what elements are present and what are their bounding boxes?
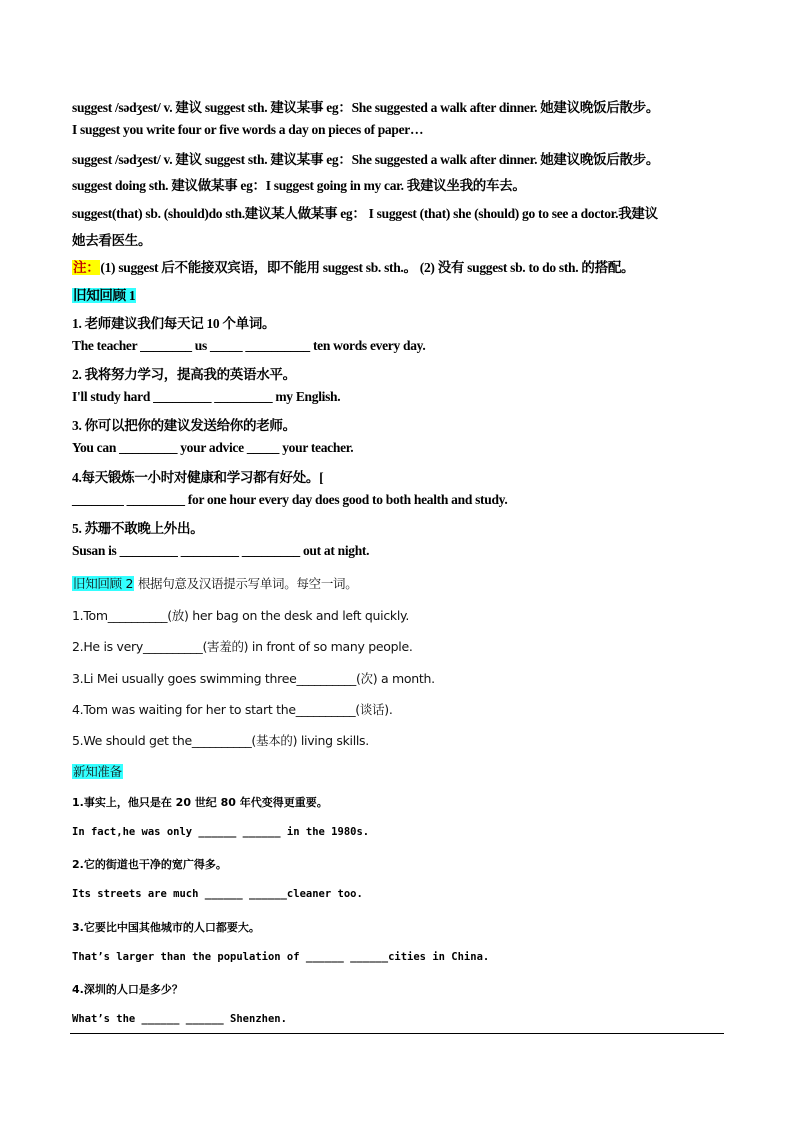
preview-english: In fact,he was only ______ ______ in the 1980s. — [72, 826, 370, 838]
review1-line: I'll study hard _________ _________ my English. — [72, 389, 341, 404]
review1-title: 旧知回顾 1 — [73, 288, 136, 303]
review1-line: 1. 老师建议我们每天记 10 个单词。 — [72, 316, 276, 331]
review1-title-row — [72, 284, 136, 304]
preview-title-row — [72, 762, 123, 780]
review2-item: 3.Li Mei usually goes swimming three__________(次) a month. — [72, 671, 435, 686]
preview-chinese: 4.深圳的人口是多少？ — [72, 983, 183, 996]
review1-line: ________ _________ for one hour every day does good to both health and study. — [72, 492, 508, 507]
review2-item: 2.He is very__________(害羞的) in front of so many people. — [72, 639, 413, 654]
review1-line: 5. 苏珊不敢晚上外出。 — [72, 521, 204, 536]
suggest-note-line-5: suggest(that) sb. (should)do sth.建议某人做某事 eg： I suggest (that) she (should) go to see a doctor.我建议 — [72, 206, 658, 221]
suggest-note-line-4: suggest doing sth. 建议做某事 eg：I suggest going in my car. 我建议坐我的车去。 — [72, 178, 526, 193]
review1-line: You can _________ your advice _____ your teacher. — [72, 440, 354, 455]
preview-chinese: 1.事实上，他只是在 20 世纪 80 年代变得更重要。 — [72, 796, 328, 809]
review1-line: 4.每天锻炼一小时对健康和学习都有好处。[ — [72, 470, 324, 485]
review2-instruction: 根据句意及汉语提示写单词。每空一词。 — [134, 576, 358, 591]
usage-note — [72, 256, 634, 276]
preview-title: 新知准备 — [73, 764, 122, 779]
preview-english: What’s the ______ ______ Shenzhen. — [72, 1013, 287, 1025]
review2-title: 旧知回顾 2 — [73, 576, 134, 591]
note-text: (1) suggest 后不能接双宾语，即不能用 suggest sb. sth.。 (2) 没有 suggest sb. to do sth. 的搭配。 — [100, 260, 635, 275]
review1-line: 3. 你可以把你的建议发送给你的老师。 — [72, 418, 296, 433]
preview-english: Its streets are much ______ ______cleaner too. — [72, 888, 363, 900]
review1-line: The teacher ________ us _____ __________ ten words every day. — [72, 338, 426, 353]
review2-item: 5.We should get the__________(基本的) living skills. — [72, 733, 369, 748]
suggest-note-line-1: suggest /sədʒest/ v. 建议 suggest sth. 建议某事 eg：She suggested a walk after dinner. 她建议晚饭后散步。 — [72, 100, 660, 115]
suggest-note-line-2: I suggest you write four or five words a day on pieces of paper… — [72, 122, 424, 137]
preview-english: That’s larger than the population of ______ ______cities in China. — [72, 951, 490, 963]
preview-chinese: 3.它要比中国其他城市的人口都要大。 — [72, 921, 260, 934]
preview-chinese: 2.它的街道也干净的宽广得多。 — [72, 858, 227, 871]
suggest-note-line-3: suggest /sədʒest/ v. 建议 suggest sth. 建议某事 eg：She suggested a walk after dinner. 她建议晚饭后散步。 — [72, 152, 660, 167]
review2-item: 1.Tom__________(放) her bag on the desk and left quickly. — [72, 608, 410, 623]
review2-item: 4.Tom was waiting for her to start the__________(谈话). — [72, 702, 393, 717]
note-label: 注： — [73, 260, 100, 275]
suggest-note-line-6: 她去看医生。 — [72, 233, 152, 248]
review1-line: 2. 我将努力学习，提高我的英语水平。 — [72, 367, 296, 382]
footer-rule — [70, 1033, 724, 1034]
review1-line: Susan is _________ _________ _________ out at night. — [72, 543, 370, 558]
review2-title-row — [72, 574, 357, 592]
